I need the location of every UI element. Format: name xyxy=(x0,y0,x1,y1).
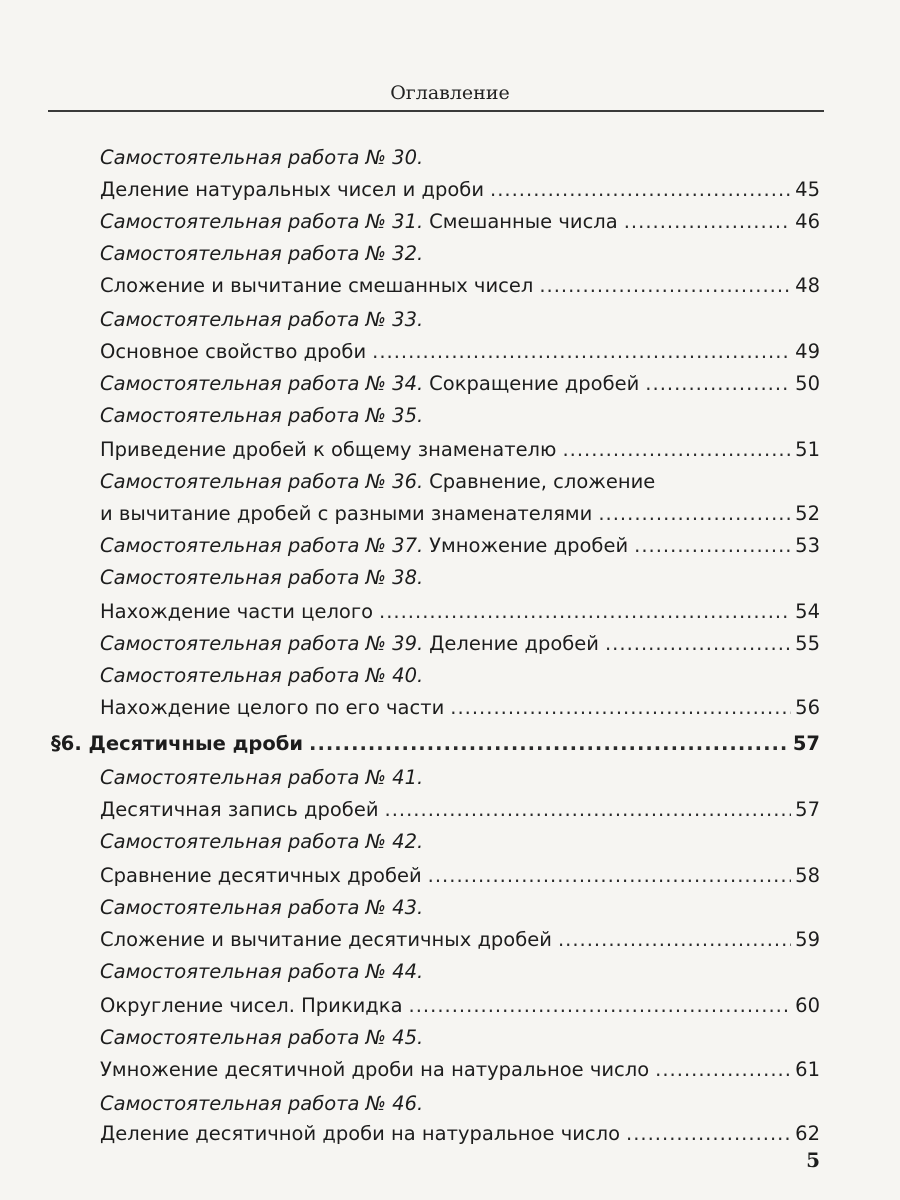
dot-leader xyxy=(539,269,791,303)
toc-entry-page: 53 xyxy=(795,534,820,557)
toc-entry xyxy=(100,465,820,499)
toc-entry-title: Нахождение части целого xyxy=(100,600,374,623)
toc-entry-title: Самостоятельная работа № 44. xyxy=(100,960,424,983)
toc-entry-subtitle: Сравнение, сложение xyxy=(429,470,656,493)
toc-entry xyxy=(100,627,820,661)
toc-entry-subtitle: Сокращение дробей xyxy=(429,372,640,395)
toc-entry xyxy=(100,793,820,827)
toc-entry xyxy=(100,1021,820,1055)
toc-entry xyxy=(100,399,820,433)
toc-entry-page: 61 xyxy=(795,1058,820,1081)
toc-entry xyxy=(100,529,820,563)
toc-entry-title: Самостоятельная работа № 40. xyxy=(100,664,424,687)
toc-entry-subtitle: Деление дробей xyxy=(429,632,599,655)
dot-leader xyxy=(309,727,789,761)
toc-entry-page: 48 xyxy=(795,274,820,297)
toc-entry-title: Самостоятельная работа № 36. xyxy=(100,470,424,493)
toc-entry xyxy=(100,561,820,595)
toc-entry xyxy=(100,825,820,859)
toc-entry-page: 57 xyxy=(795,798,820,821)
toc-entry-title: Самостоятельная работа № 32. xyxy=(100,242,424,265)
toc-entry-title: Умножение десятичной дроби на натуральное число xyxy=(100,1058,650,1081)
toc-entry-page: 62 xyxy=(795,1122,820,1145)
toc-entry xyxy=(100,497,820,531)
toc-entry xyxy=(100,367,820,401)
dot-leader xyxy=(450,691,791,725)
toc-entry-title: Округление чисел. Прикидка xyxy=(100,994,403,1017)
dot-leader xyxy=(598,497,791,531)
toc-entry xyxy=(100,1053,820,1087)
toc-entry-title: и вычитание дробей с разными знаменателями xyxy=(100,502,593,525)
toc-entry xyxy=(100,859,820,893)
toc-entry xyxy=(100,237,820,271)
dot-leader xyxy=(634,529,791,563)
toc-entry-page: 59 xyxy=(795,928,820,951)
page-number: 5 xyxy=(806,1148,820,1172)
toc-entry xyxy=(100,923,820,957)
toc-entry-title: Самостоятельная работа № 35. xyxy=(100,404,424,427)
toc-entry-title: Десятичная запись дробей xyxy=(100,798,379,821)
toc-entry xyxy=(100,433,820,467)
dot-leader xyxy=(490,173,791,207)
toc-entry-page: 49 xyxy=(795,340,820,363)
toc-entry-title: Самостоятельная работа № 46. xyxy=(100,1092,424,1115)
toc-entry-page: 56 xyxy=(795,696,820,719)
toc-entry-page: 58 xyxy=(795,864,820,887)
toc-entry xyxy=(100,205,820,239)
toc-entry xyxy=(100,335,820,369)
toc-entry-title: Самостоятельная работа № 43. xyxy=(100,896,424,919)
toc-entry-page: 50 xyxy=(795,372,820,395)
dot-leader xyxy=(409,989,792,1023)
toc-entry-title: Самостоятельная работа № 41. xyxy=(100,766,424,789)
toc-entry-page: 54 xyxy=(795,600,820,623)
dot-leader xyxy=(626,1117,791,1151)
toc-entry xyxy=(100,173,820,207)
dot-leader xyxy=(379,595,791,629)
toc-entry-title: Приведение дробей к общему знаменателю xyxy=(100,438,557,461)
toc-entry-title: Сравнение десятичных дробей xyxy=(100,864,422,887)
toc-entry-title: Самостоятельная работа № 33. xyxy=(100,308,424,331)
toc-entry xyxy=(100,891,820,925)
toc-entry-page: 51 xyxy=(795,438,820,461)
toc-entry-page: 52 xyxy=(795,502,820,525)
dot-leader xyxy=(645,367,791,401)
toc-entry-title: Самостоятельная работа № 42. xyxy=(100,830,424,853)
toc-entry xyxy=(100,1117,820,1151)
toc-entry-title: §6. Десятичные дроби xyxy=(51,732,304,755)
toc-entry xyxy=(100,955,820,989)
toc-entry-title: Самостоятельная работа № 34. xyxy=(100,372,424,395)
toc-entry-page: 46 xyxy=(795,210,820,233)
dot-leader xyxy=(385,793,792,827)
toc-entry-page: 45 xyxy=(795,178,820,201)
toc-entry xyxy=(100,141,820,175)
toc-entry xyxy=(100,269,820,303)
toc-entry-subtitle: Умножение дробей xyxy=(429,534,629,557)
header-divider xyxy=(48,110,824,112)
page-header-title: Оглавление xyxy=(390,82,510,104)
toc-entry-page: 57 xyxy=(792,732,820,755)
dot-leader xyxy=(605,627,791,661)
toc-entry-title: Сложение и вычитание десятичных дробей xyxy=(100,928,552,951)
dot-leader xyxy=(428,859,792,893)
toc-entry-title: Сложение и вычитание смешанных чисел xyxy=(100,274,534,297)
dot-leader xyxy=(655,1053,791,1087)
toc-entry xyxy=(100,303,820,337)
toc-entry-title: Нахождение целого по его части xyxy=(100,696,445,719)
toc-entry-title: Основное свойство дроби xyxy=(100,340,367,363)
toc-entry-title: Деление натуральных чисел и дроби xyxy=(100,178,485,201)
toc-entry-title: Самостоятельная работа № 31. xyxy=(100,210,424,233)
toc-entry-title: Самостоятельная работа № 38. xyxy=(100,566,424,589)
toc-entry xyxy=(100,659,820,693)
toc-entry-subtitle: Смешанные числа xyxy=(429,210,618,233)
dot-leader xyxy=(562,433,791,467)
dot-leader xyxy=(372,335,791,369)
toc-entry-title: Самостоятельная работа № 37. xyxy=(100,534,424,557)
toc-entry-title: Самостоятельная работа № 39. xyxy=(100,632,424,655)
toc-entry xyxy=(100,691,820,725)
toc-entry xyxy=(100,1087,820,1121)
toc-entry-title: Самостоятельная работа № 30. xyxy=(100,146,424,169)
toc-entry-title: Самостоятельная работа № 45. xyxy=(100,1026,424,1049)
toc-entry xyxy=(100,595,820,629)
dot-leader xyxy=(558,923,791,957)
toc-entry-page: 60 xyxy=(795,994,820,1017)
toc-entry-page: 55 xyxy=(795,632,820,655)
toc-entry xyxy=(100,761,820,795)
dot-leader xyxy=(624,205,791,239)
toc-entry xyxy=(100,989,820,1023)
toc-chapter-entry xyxy=(51,727,820,761)
toc-entry-title: Деление десятичной дроби на натуральное число xyxy=(100,1122,620,1145)
